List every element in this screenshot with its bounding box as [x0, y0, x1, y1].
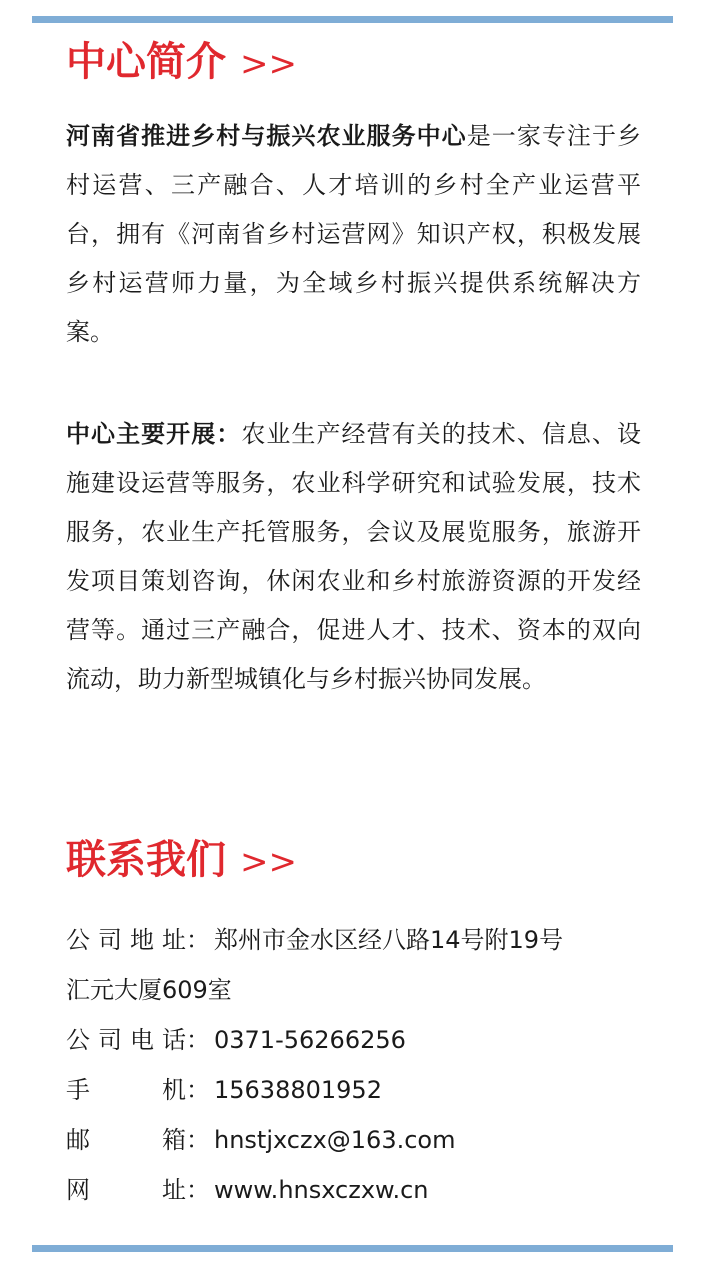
intro-heading-text: 中心简介	[66, 38, 226, 85]
intro-heading-arrows: >>	[240, 44, 297, 84]
address-colon: ：	[186, 926, 210, 954]
scope-lead: 中心主要开展：	[66, 420, 242, 448]
email-colon: ：	[186, 1126, 210, 1154]
contact-heading-arrows: >>	[240, 842, 297, 882]
contact-heading-text: 联系我们	[66, 836, 226, 883]
contact-web-row	[66, 1165, 656, 1215]
contact-email-row	[66, 1115, 656, 1165]
intro-body: 是一家专注于乡村运营、三产融合、人才培训的乡村全产业运营平台，拥有《河南省乡村运营网》知识产权，积极发展乡村运营师力量，为全域乡村振兴提供系统解决方案。	[66, 122, 642, 346]
web-value: www.hnsxczxw.cn	[214, 1176, 429, 1204]
contact-heading	[66, 836, 297, 886]
intro-heading	[66, 38, 297, 88]
phone-label: 公司电话	[66, 1026, 186, 1054]
phone-colon: ：	[186, 1026, 210, 1054]
mobile-value: 15638801952	[214, 1076, 382, 1104]
scope-paragraph	[66, 410, 641, 704]
scope-body: 农业生产经营有关的技术、信息、设施建设运营等服务，农业科学研究和试验发展，技术服务，农业生产托管服务，会议及展览服务，旅游开发项目策划咨询，休闲农业和乡村旅游资源的开发经营等。通过三产融合，促进人才、技术、资本的双向流动，助力新型城镇化与乡村振兴协同发展。	[66, 420, 642, 693]
mobile-colon: ：	[186, 1076, 210, 1104]
address-value-line2: 汇元大厦609室	[66, 976, 232, 1004]
contact-mobile-row	[66, 1065, 656, 1115]
contact-phone-row	[66, 1015, 656, 1065]
contact-address-row	[66, 915, 656, 965]
web-colon: ：	[186, 1176, 210, 1204]
phone-value: 0371-56266256	[214, 1026, 406, 1054]
bottom-divider	[32, 1245, 673, 1252]
address-value: 郑州市金水区经八路14号附19号	[214, 926, 564, 954]
intro-paragraph	[66, 112, 641, 357]
center-name: 河南省推进乡村与振兴农业服务中心	[66, 122, 467, 150]
contact-list	[66, 915, 656, 1215]
top-divider	[32, 16, 673, 23]
web-label: 网址	[66, 1176, 186, 1204]
mobile-label: 手机	[66, 1076, 186, 1104]
email-label: 邮箱	[66, 1126, 186, 1154]
email-value: hnstjxczx@163.com	[214, 1126, 456, 1154]
contact-address-row-2	[66, 965, 656, 1015]
address-label: 公司地址	[66, 926, 186, 954]
